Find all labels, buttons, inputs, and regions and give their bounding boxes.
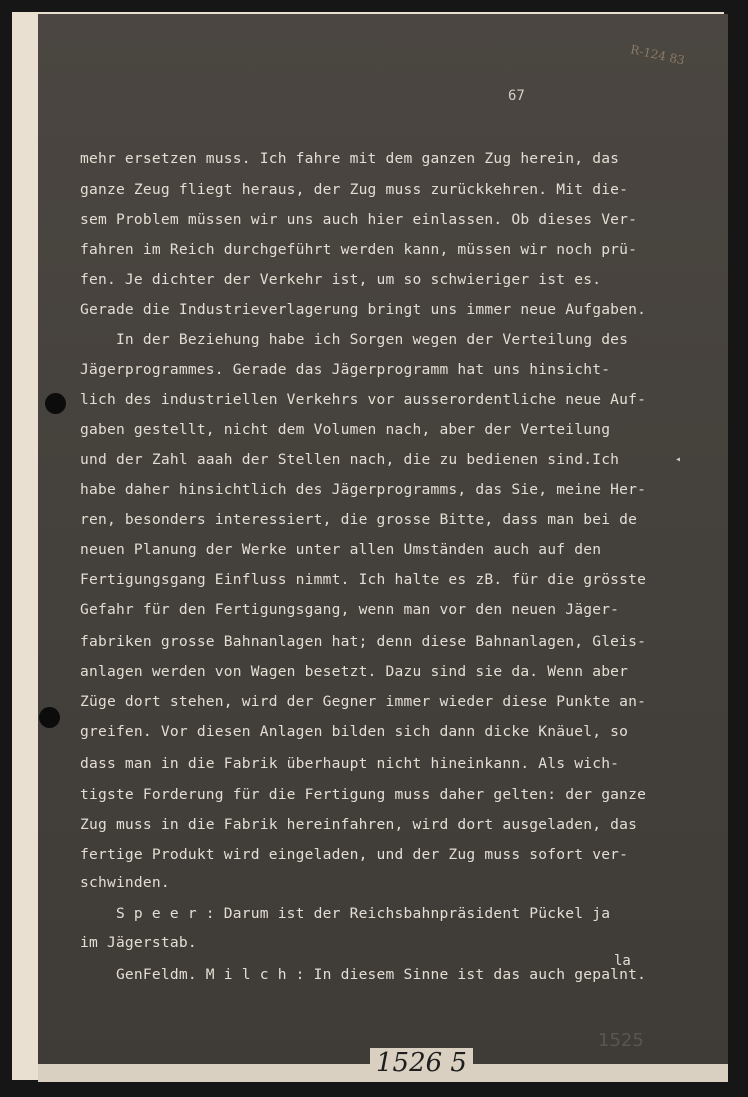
text-line: im Jägerstab. bbox=[80, 934, 197, 951]
text-line: habe daher hinsichtlich des Jägerprogramms, das Sie, meine Her- bbox=[80, 481, 647, 498]
text-line: fabriken grosse Bahnanlagen hat; denn diese Bahnanlagen, Gleis- bbox=[80, 633, 647, 650]
text-line: Fertigungsgang Einfluss nimmt. Ich halte es zB. für die grösste bbox=[80, 571, 647, 588]
text-line: Jägerprogrammes. Gerade das Jägerprogramm hat uns hinsicht- bbox=[80, 361, 611, 378]
text-line: tigste Forderung für die Fertigung muss daher gelten: der ganze bbox=[80, 786, 647, 803]
text-line: fen. Je dichter der Verkehr ist, um so schwieriger ist es. bbox=[80, 271, 602, 288]
text-line: schwinden. bbox=[80, 874, 170, 891]
faint-page-stamp: 1525 bbox=[598, 1030, 644, 1051]
text-line: Züge dort stehen, wird der Gegner immer wieder diese Punkte an- bbox=[80, 693, 647, 710]
text-line: und der Zahl aaah der Stellen nach, die zu bedienen sind.Ich bbox=[80, 451, 620, 468]
punch-hole-top bbox=[45, 393, 66, 414]
text-line: neuen Planung der Werke unter allen Umständen auch auf den bbox=[80, 541, 602, 558]
interlinear-insertion: la bbox=[614, 953, 631, 969]
archive-stamp-number: 1526 5 bbox=[370, 1048, 473, 1078]
text-line: fertige Produkt wird eingeladen, und der Zug muss sofort ver- bbox=[80, 846, 629, 863]
margin-mark: ◂ bbox=[675, 454, 682, 465]
text-line: dass man in die Fabrik überhaupt nicht hineinkann. Als wich- bbox=[80, 755, 620, 772]
text-line: Gerade die Industrieverlagerung bringt uns immer neue Aufgaben. bbox=[80, 301, 647, 318]
text-line: Zug muss in die Fabrik hereinfahren, wird dort ausgeladen, das bbox=[80, 816, 638, 833]
text-line: GenFeldm. M i l c h : In diesem Sinne ist das auch gepalnt. bbox=[80, 966, 647, 983]
text-line: greifen. Vor diesen Anlagen bilden sich dann dicke Knäuel, so bbox=[80, 723, 629, 740]
text-line: S p e e r : Darum ist der Reichsbahnpräsident Pückel ja bbox=[80, 905, 611, 922]
text-line: mehr ersetzen muss. Ich fahre mit dem ganzen Zug herein, das bbox=[80, 150, 620, 167]
text-line: Gefahr für den Fertigungsgang, wenn man vor den neuen Jäger- bbox=[80, 601, 620, 618]
text-line: ren, besonders interessiert, die grosse Bitte, dass man bei de bbox=[80, 511, 638, 528]
text-line: ganze Zeug fliegt heraus, der Zug muss zurückkehren. Mit die- bbox=[80, 181, 629, 198]
page-number: 67 bbox=[508, 88, 525, 104]
text-line: In der Beziehung habe ich Sorgen wegen der Verteilung des bbox=[80, 331, 629, 348]
text-line: sem Problem müssen wir uns auch hier einlassen. Ob dieses Ver- bbox=[80, 211, 638, 228]
text-line: gaben gestellt, nicht dem Volumen nach, aber der Verteilung bbox=[80, 421, 611, 438]
text-line: lich des industriellen Verkehrs vor ausserordentliche neue Auf- bbox=[80, 391, 647, 408]
text-line: fahren im Reich durchgeführt werden kann, müssen wir noch prü- bbox=[80, 241, 638, 258]
text-line: anlagen werden von Wagen besetzt. Dazu sind sie da. Wenn aber bbox=[80, 663, 629, 680]
punch-hole-bottom bbox=[39, 707, 60, 728]
archive-pencil-mark: R-124 83 bbox=[629, 42, 686, 68]
